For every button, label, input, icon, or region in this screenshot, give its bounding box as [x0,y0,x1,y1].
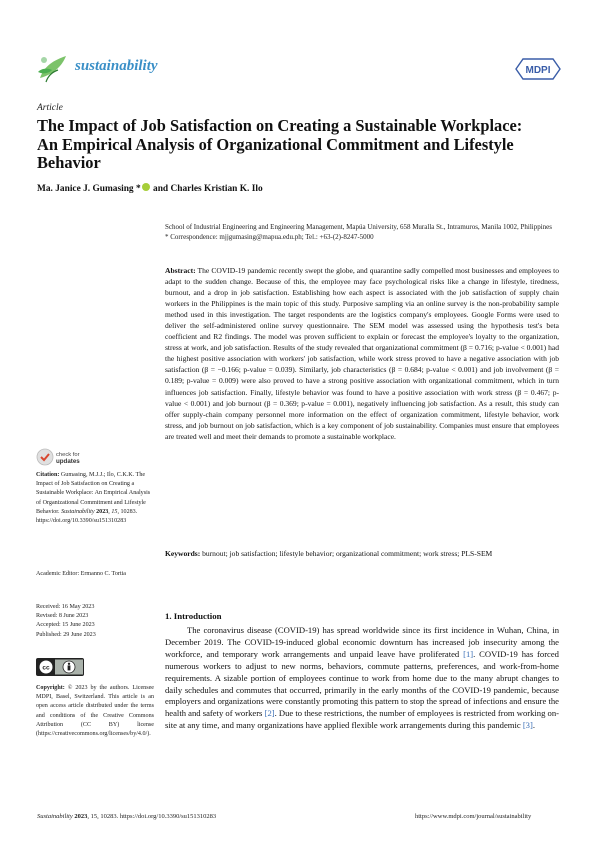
correspondence: * Correspondence: mjjgumasing@mapua.edu.ph; Tel.: +63-(2)-8247-5000 [165,233,374,241]
citation-label: Citation: [36,472,60,478]
section-heading: 1. Introduction [165,611,222,621]
reference-link[interactable]: [1] [463,648,474,659]
svg-text:check for: check for [56,452,80,458]
keywords-label: Keywords: [165,549,201,558]
introduction-paragraph: The coronavirus disease (COVID-19) has spread worldwide since its first incidence in Wuhan, China, in December 2019. The COVID-19-induced global economic downturn has increased job insecurity among the workforce, and temporary work arrangements and unpaid leave have proliferated [1]. COVID-19 has forced numerous workers to adjust to new norms, behaviors, commute patterns, preferences, and work-from-home requirements. A sizable portion of employees continue to work from home due to the many abrupt changes to daily schedules and commutes that occurred, primarily in the early months of the COVID-19 pandemic, because employers and organizations were constantly promoting this pattern to stop the spread of infections and ensure the health and safety of workers [2]. Due to these restrictions, the number of employees is restricted from working on-site at any time, and many organizations have applied flexible work arrangements during this pandemic [3]. [165,625,559,731]
journal-leaf-logo-icon [36,52,70,84]
keywords [165,548,559,559]
svg-text:cc: cc [42,664,50,672]
academic-editor: Academic Editor: Ermanno C. Tortia [36,571,126,577]
revised-date: Revised: 8 June 2023 [36,613,89,620]
citation-block: Citation: Gumasing, M.J.J.; Ilo, C.K.K. The Impact of Job Satisfaction on Creating a Sustainable Workplace: An Empirical Analysis of Organizational Commitment and Lifestyle Behavior. Sustainability 2023, 15, 10283. https://doi.org/10.3390/su151310283 [36,472,151,525]
published-date: Published: 29 June 2023 [36,631,96,638]
copyright-notice [36,684,154,739]
footer-journal-url[interactable]: https://www.mdpi.com/journal/sustainability [415,813,532,820]
accepted-date: Accepted: 15 June 2023 [36,622,95,629]
keywords-text: burnout; job satisfaction; lifestyle behavior; organizational commitment; work stress; PLS-SEM [202,549,493,558]
author-list [37,183,263,194]
author-2[interactable]: and Charles Kristian K. Ilo [153,184,263,194]
affiliation-block [165,222,565,242]
abstract [165,265,559,442]
article-title: The Impact of Job Satisfaction on Creating a Sustainable Workplace: An Empirical Analysis of Organizational Commitment and Lifestyle Behavior [37,116,523,172]
publication-dates [36,603,154,640]
article-type: Article [37,103,63,113]
citation-text: Gumasing, M.J.J.; Ilo, C.K.K. The Impact of Job Satisfaction on Creating a Sustainable Workplace: An Empirical Analysis of Organizational Commitment and Lifestyle Behavior. [36,472,151,515]
journal-name[interactable]: sustainability [75,58,158,74]
check-for-updates-icon[interactable] [36,447,92,467]
abstract-label: Abstract: [165,266,196,275]
footer-citation: Sustainability 2023, 15, 10283. https://doi.org/10.3390/su151310283 [37,813,217,820]
author-1[interactable]: Ma. Janice J. Gumasing * [37,184,141,194]
reference-link[interactable]: [3] [522,720,533,731]
citation-doi[interactable]: , 10283. https://doi.org/10.3390/su151310283 [36,508,138,525]
mdpi-logo-icon[interactable] [515,58,561,80]
reference-link[interactable]: [2] [264,708,275,719]
svg-text:updates: updates [56,458,80,465]
svg-text:MDPI: MDPI [525,65,551,76]
orcid-icon[interactable] [142,183,150,191]
copyright-text: © 2023 by the authors. Licensee MDPI, Basel, Switzerland. This article is an open access article distributed under the terms and conditions of the Creative Commons Attribution (CC BY) license (https://creativecommons.org/licenses/by/4.0/). [36,685,154,738]
copyright-label: Copyright: [36,685,65,691]
received-date: Received: 16 May 2023 [36,604,95,610]
affiliation: School of Industrial Engineering and Engineering Management, Mapúa University, 658 Muralla St., Intramuros, Manila 1002, Philippines [165,223,552,231]
cc-by-license-icon[interactable] [36,658,84,676]
abstract-text: The COVID-19 pandemic recently swept the globe, and quarantine sadly compelled most businesses and employees to adapt to the sudden change. Because of this, the employee may face psychological risks like a change in lifestyle, tiredness, burnout, and a drop in job satisfaction. Establishing how each aspect is associated with the job satisfaction of supply chain workers in the Philippines is the main topic of this study. Purposive sampling via an online survey is the non-probability sample method used in this investigation. The target respondents are the logistics company's employees. Google Forms were used to deliver the self-administered online survey questionnaire. The SEM model was assessed using the hypothesis test's beta coefficient and R2 findings. The model was proven sufficient to explain or forecast the employee's loyalty to the organization, stress at work, and job satisfaction. Results of the study revealed that organizational commitment (β = 0.716; p-value < 0.001) had the highest positive association with workers' job satisfaction, while work stress proved to have a negative association with job satisfaction (β = −0.166; p-value = 0.039). Similarly, job characteristics (β = 0.684; p-value < 0.001) and job involvement (β = 0.189; p-value = 0.009) were also proved to have a strong positive association with organizational commitment, which in turn influences job satisfaction. Finally, lifestyle behavior was found to have a positive association with work stress (β = 0.467; p-value < 0.001) and job burnout (β = 0.369; p-value = 0.001), negatively influencing job satisfaction. As a result, this study can offer supply-chain company personnel more information on the effect of organization commitment, lifestyle behavior, work stress, and job burnout on job satisfaction, which is a key component of job sustainability. Companies must ensure that employees are treated well and meet their demands to promote a sustainable workplace. [165,266,559,441]
